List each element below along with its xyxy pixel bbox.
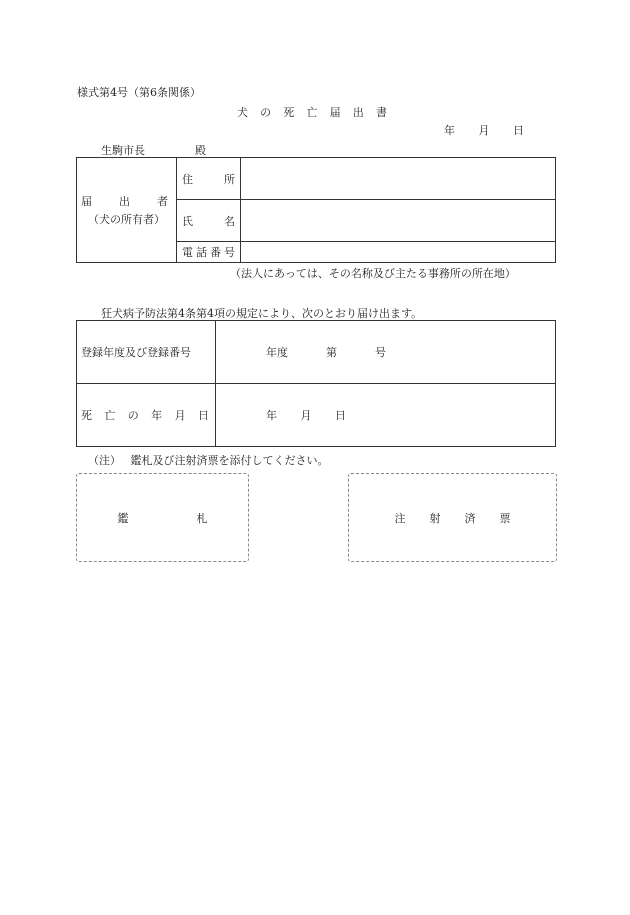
applicant-sublabel: （犬の所有者） xyxy=(88,213,165,226)
notice-prefix: （注） xyxy=(88,454,121,467)
statement: 狂犬病予防法第4条第4項の規定により、次のとおり届け出ます。 xyxy=(101,307,423,320)
name-field[interactable] xyxy=(241,200,556,242)
applicant-group-label: 届 出 者 （犬の所有者） xyxy=(77,158,177,263)
notice-text: 鑑札及び注射済票を添付してください。 xyxy=(130,454,329,467)
phone-field[interactable] xyxy=(241,242,556,263)
addressee: 生駒市長 xyxy=(101,144,145,157)
honorific: 殿 xyxy=(195,144,206,157)
death-date-field[interactable]: 年 月 日 xyxy=(216,384,556,447)
death-date-label: 死 亡 の 年 月 日 xyxy=(77,384,216,447)
injection-attachment-box xyxy=(348,473,557,562)
address-field[interactable] xyxy=(241,158,556,200)
name-label: 氏 名 xyxy=(177,200,241,242)
phone-label: 電 話 番 号 xyxy=(177,242,241,263)
corporation-note: （法人にあっては、その名称及び主たる事務所の所在地） xyxy=(230,267,516,280)
address-label: 住 所 xyxy=(177,158,241,200)
registration-table xyxy=(76,320,556,447)
notice xyxy=(88,452,329,468)
form-number: 様式第4号（第6条関係） xyxy=(77,86,201,99)
registration-field[interactable]: 年度 第 号 xyxy=(216,321,556,384)
tag-attachment-label: 鑑 札 xyxy=(117,511,208,525)
injection-attachment-label: 注 射 済 票 xyxy=(394,511,511,525)
applicant-table xyxy=(76,157,556,263)
registration-label: 登録年度及び登録番号 xyxy=(77,321,216,384)
page-title: 犬 の 死 亡 届 出 書 xyxy=(237,106,387,119)
date-line: 年 月 日 xyxy=(444,124,524,137)
tag-attachment-box xyxy=(76,473,249,562)
